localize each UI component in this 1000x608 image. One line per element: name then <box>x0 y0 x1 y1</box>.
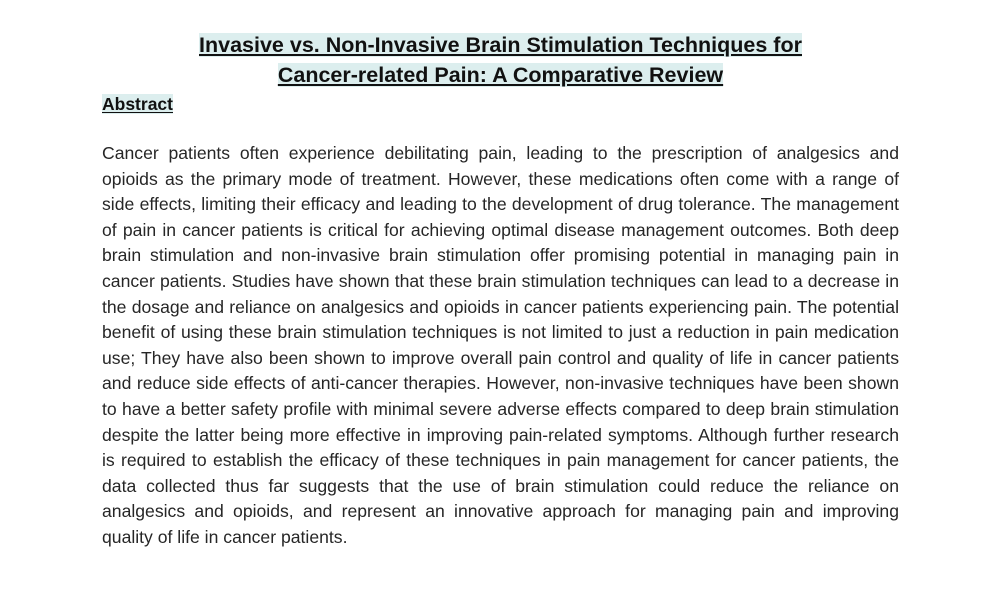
paper-title-line-1: Invasive vs. Non-Invasive Brain Stimulation Techniques for <box>199 33 802 57</box>
paper-title-line-2: Cancer-related Pain: A Comparative Review <box>277 63 724 87</box>
paper-title <box>102 30 899 90</box>
abstract-heading-label: Abstract <box>102 94 173 114</box>
abstract-heading <box>102 92 899 116</box>
document-page <box>102 30 899 551</box>
abstract-body: Cancer patients often experience debilitating pain, leading to the prescription of analgesics and opioids as the primary mode of treatment. However, these medications often come with a range of side effects, limiting their efficacy and leading to the development of drug tolerance. The management of pain in cancer patients is critical for achieving optimal disease management outcomes. Both deep brain stimulation and non-invasive brain stimulation offer promising potential in managing pain in cancer patients. Studies have shown that these brain stimulation techniques can lead to a decrease in the dosage and reliance on analgesics and opioids in cancer patients experiencing pain. The potential benefit of using these brain stimulation techniques is not limited to just a reduction in pain medication use; They have also been shown to improve overall pain control and quality of life in cancer patients and reduce side effects of anti-cancer therapies. However, non-invasive techniques have been shown to have a better safety profile with minimal severe adverse effects compared to deep brain stimulation despite the latter being more effective in improving pain-related symptoms. Although further research is required to establish the efficacy of these techniques in pain management for cancer patients, the data collected thus far suggests that the use of brain stimulation could reduce the reliance on analgesics and opioids, and represent an innovative approach for managing pain and improving quality of life in cancer patients. <box>102 143 899 547</box>
